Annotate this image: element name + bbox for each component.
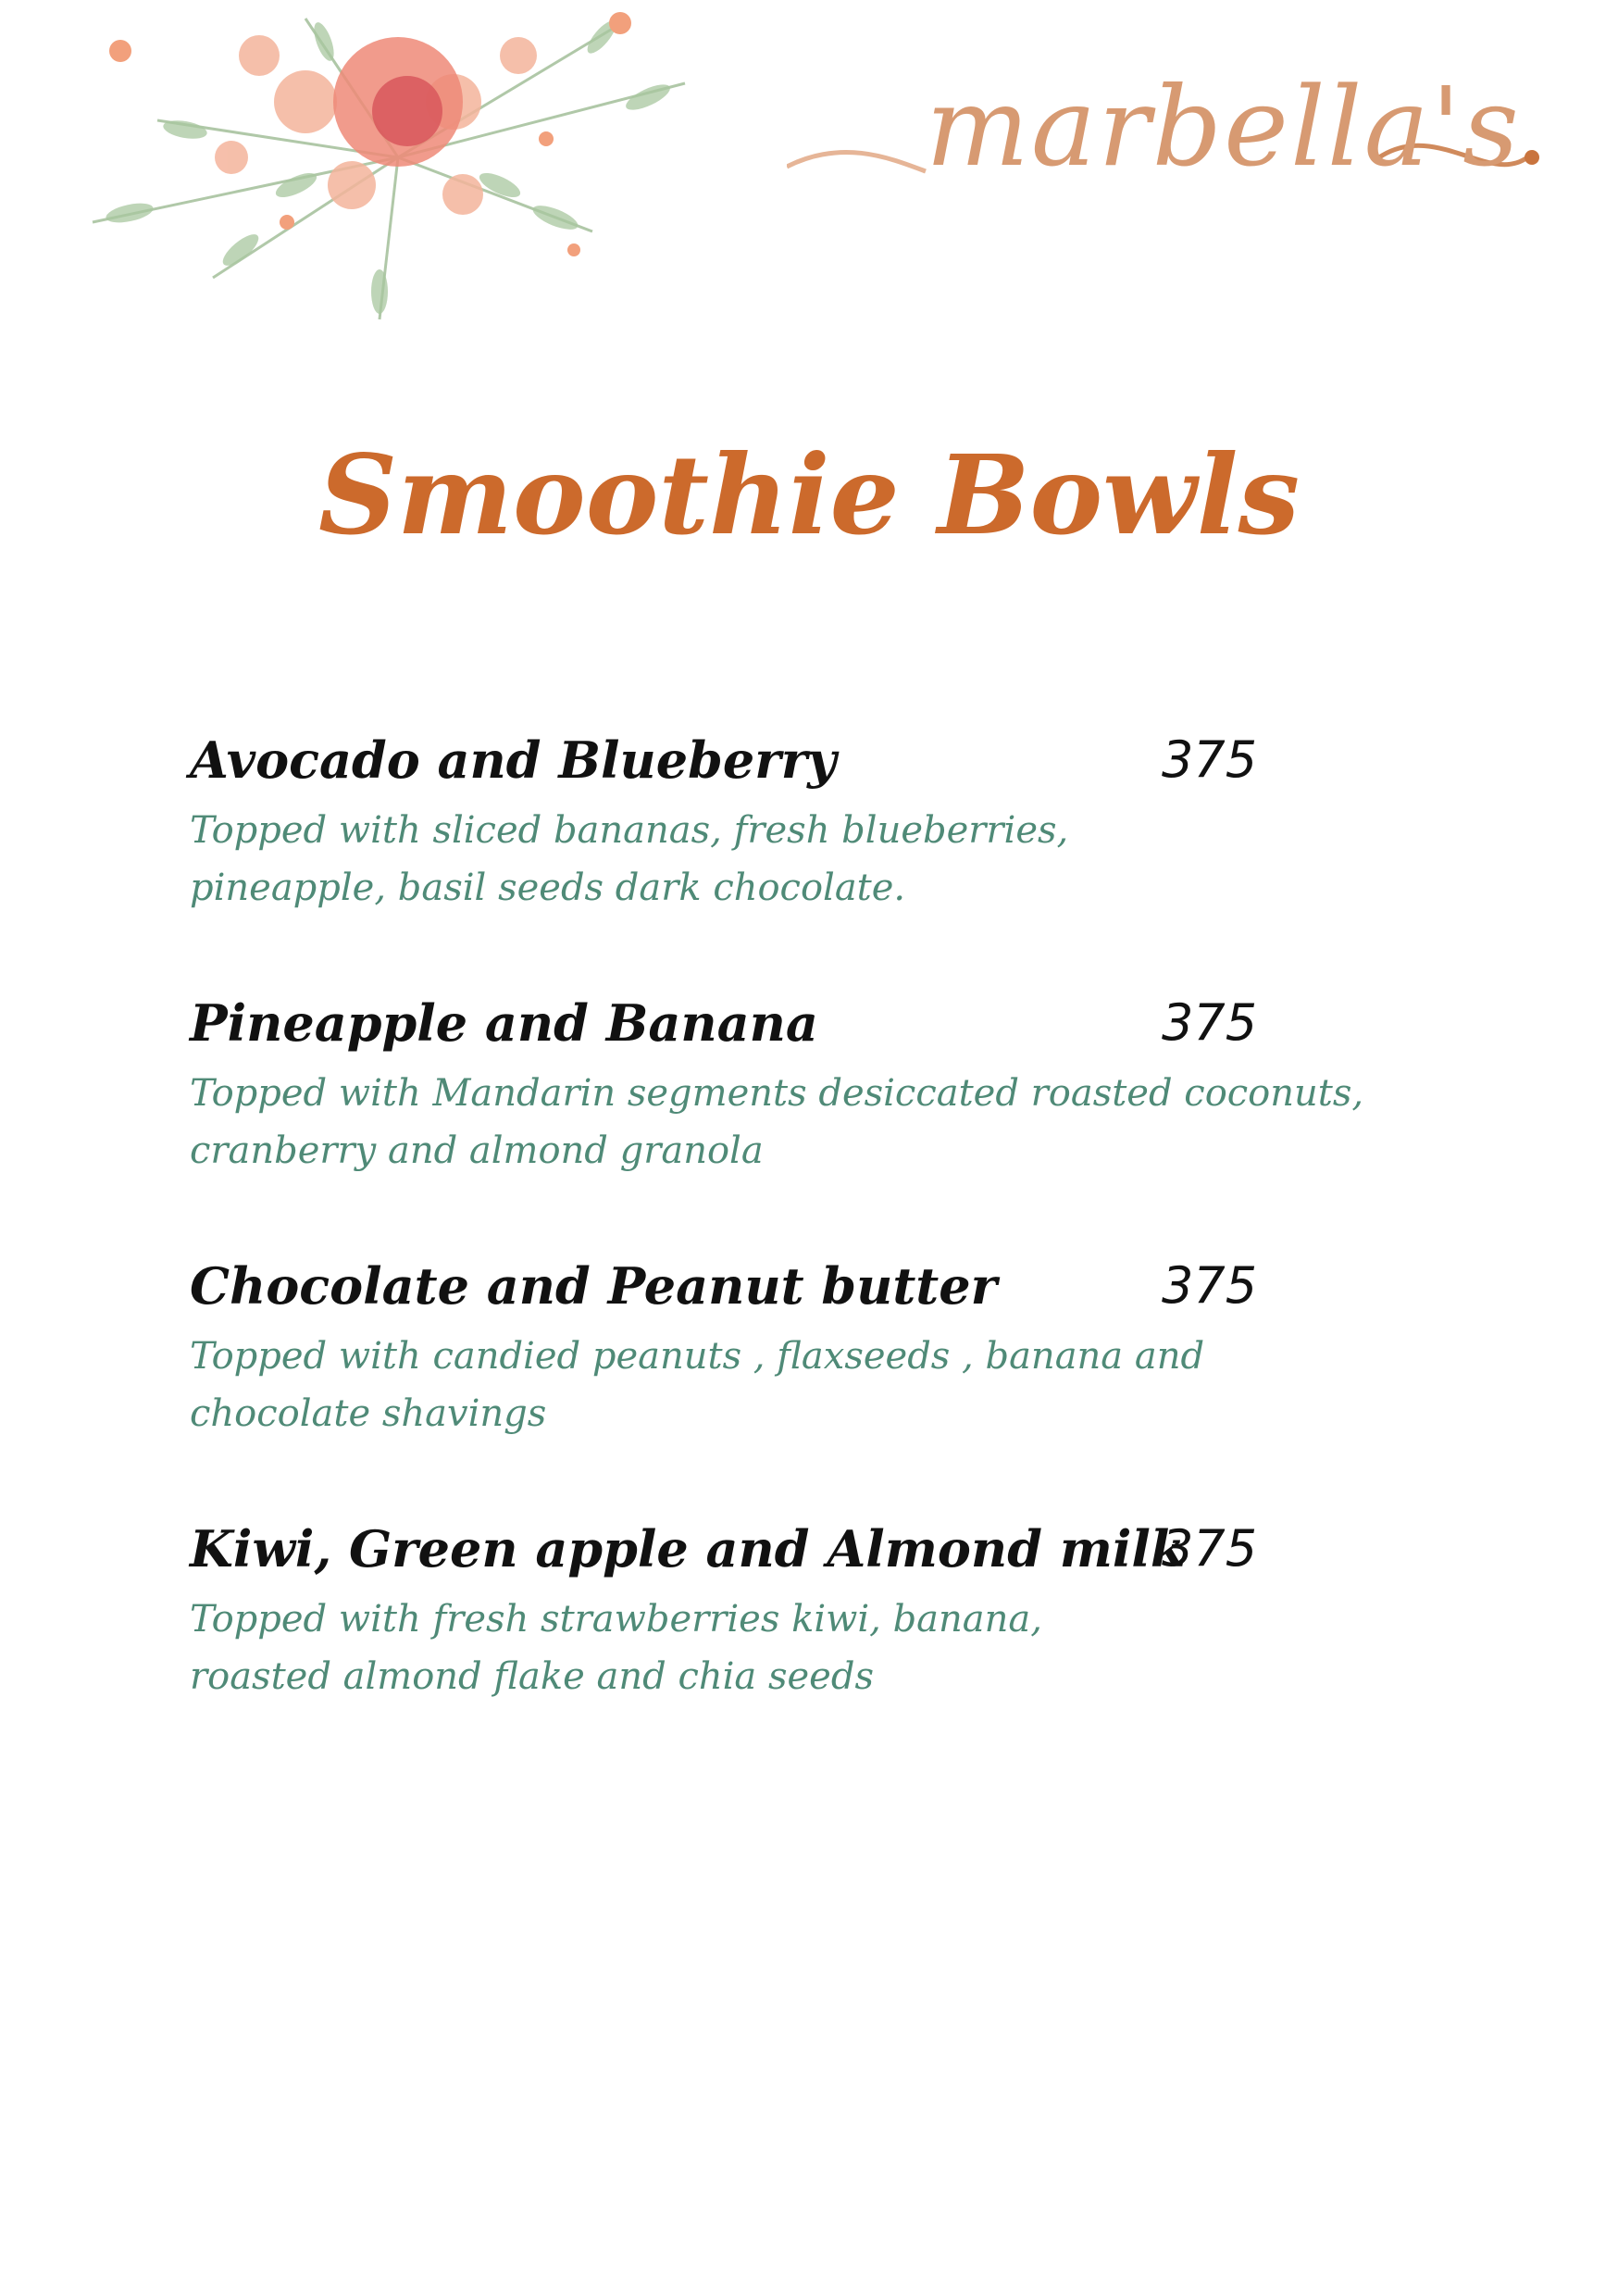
menu-item xyxy=(190,1520,1301,1783)
item-name: Kiwi, Green apple and Almond milk xyxy=(190,1519,1186,1578)
menu-item xyxy=(190,993,1364,1257)
menu-list xyxy=(190,730,1364,1783)
brand-name: marbella's xyxy=(926,63,1521,191)
page-title: Smoothie Bowls xyxy=(317,430,1301,559)
item-price: 375 xyxy=(1162,1519,1258,1578)
item-description-line: chocolate shavings xyxy=(190,1392,547,1435)
item-description-line: Topped with sliced bananas, fresh blueberries, xyxy=(190,809,1069,852)
item-description xyxy=(190,1065,1364,1179)
item-description-line: roasted almond flake and chia seeds xyxy=(190,1655,874,1698)
brand-logo xyxy=(787,56,1546,222)
item-description-line: Topped with Mandarin segments desiccated roasted coconuts, xyxy=(190,1072,1364,1115)
item-description xyxy=(190,1591,1301,1705)
item-name: Chocolate and Peanut butter xyxy=(190,1256,998,1316)
menu-item xyxy=(190,1257,1301,1520)
item-description xyxy=(190,802,1301,917)
item-name: Avocado and Blueberry xyxy=(190,730,837,790)
item-description-line: Topped with fresh strawberries kiwi, banana, xyxy=(190,1598,1042,1641)
item-name: Pineapple and Banana xyxy=(190,993,818,1053)
item-price: 375 xyxy=(1162,993,1258,1052)
floral-bouquet-illustration xyxy=(74,0,722,333)
item-price: 375 xyxy=(1162,730,1258,789)
item-description-line: cranberry and almond granola xyxy=(190,1129,764,1172)
item-description xyxy=(190,1328,1301,1442)
item-description-line: pineapple, basil seeds dark chocolate. xyxy=(190,867,906,909)
item-description-line: Topped with candied peanuts , flaxseeds , banana and xyxy=(190,1335,1205,1378)
menu-item xyxy=(190,731,1301,994)
item-price: 375 xyxy=(1162,1256,1258,1315)
